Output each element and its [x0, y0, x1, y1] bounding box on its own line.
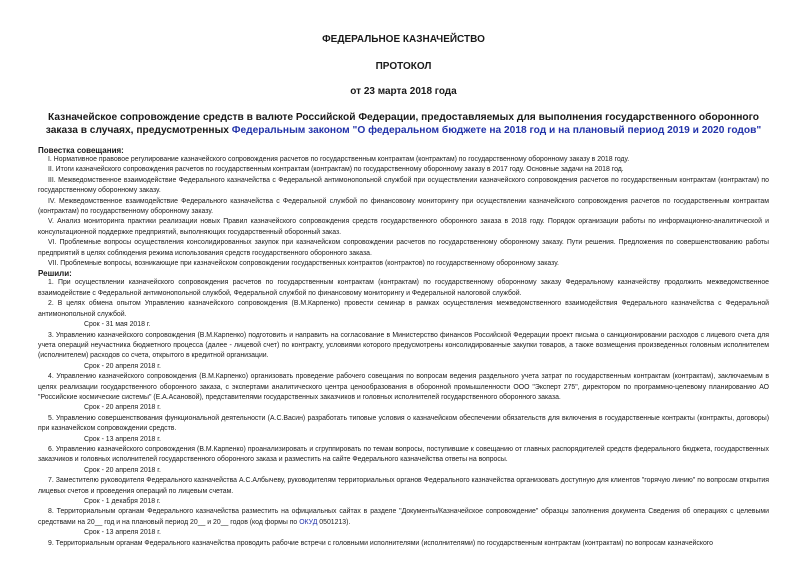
- agenda-item: IV. Межведомственное взаимодействие Федерального казначейства с Федеральной службой по финансовому мониторингу при осуществлении казначейского сопровождения расчетов по государственным контрактам (контрактам) по государственному оборонному заказу.: [38, 197, 769, 216]
- agenda-item: II. Итоги казначейского сопровождения расчетов по государственным контрактам (контрактам) по государственному оборонному заказу в 2017 году. Основные задачи на 2018 год.: [48, 166, 624, 174]
- decision-item: 3. Управлению казначейского сопровождения (В.М.Карпенко) подготовить и направить на согласование в Министерство финансов Российской Федерации проект письма о санкционировании расходов с лицевого счета для учета операций неучастника бюджетного процесса (далее - лицевой счет) по контракту, условиями которого предусмотрены консолидированные закупки товаров, а также возмещения произведенных головным исполнителем (исполнителем) расходов со счета, открытого в кредитной организации.: [38, 331, 769, 360]
- decision-text-tail: 0501213).: [317, 518, 351, 526]
- decision-item: 7. Заместителю руководителя Федерального казначейства А.С.Албычеву, руководителям территориальных органов Федерального казначейства организовать доступную для клиентов "горячую линию" по вопросам открытия лицевых счетов и проведения операций по лицевым счетам.: [38, 477, 769, 495]
- decision-item: 4. Управлению казначейского сопровождения (В.М.Карпенко) организовать проведение рабочего совещания по вопросам ведения раздельного учета затрат по государственным контрактам (контрактам), заключаемым в целях реализации государственного оборонного заказа, с экспертами аналитического центра ценообразования в оборонной промышленности ООО "Эксперт 275", директором по программно-целевому планированию АО "Российские космические системы" (Е.А.Асановой), представителями государственных заказчиков и головных исполнителей государственного оборонного заказа.: [38, 373, 769, 401]
- decision-deadline: Срок - 13 апреля 2018 г.: [84, 529, 161, 537]
- decision-item: 2. В целях обмена опытом Управлению казначейского сопровождения (В.М.Карпенко) провести семинар в рамках осуществления межведомственного взаимодействия Федерального казначейства с Федеральной антимонопольной службой.: [38, 300, 769, 318]
- agenda-item: VI. Проблемные вопросы осуществления консолидированных закупок при казначейском сопровождении расчетов по государственному оборонному заказу. Пути решения. Предложения по совершенствованию работы предприятий в целях соблюдения режима использования средств государственного оборонного заказа.: [38, 239, 769, 257]
- decision-item: 1. При осуществлении казначейского сопровождения расчетов по государственным контрактам (контрактам) по государственному оборонному заказу Федеральному казначейству продолжить межведомственное взаимодействие с Федеральной антимонопольной службой, Федеральной службой по финансовому мониторингу и Федеральной налоговой службой.: [38, 279, 769, 297]
- decision-deadline: Срок - 20 апреля 2018 г.: [84, 404, 161, 412]
- decision-item: [38, 507, 769, 528]
- decisions-heading: Решили:: [38, 269, 72, 279]
- okud-link[interactable]: ОКУД: [299, 518, 318, 526]
- decision-item: 5. Управлению совершенствования функциональной деятельности (А.С.Васин) разработать типовые условия о казначейском обеспечении обязательств для включения в государственные контракты (контракты, договоры) при казначейском сопровождении средств.: [38, 414, 769, 433]
- decision-item: 9. Территориальным органам Федерального казначейства проводить рабочие встречи с головными исполнителями (исполнителями) по государственным контрактам (контрактам) по вопросам казначейского: [48, 539, 713, 547]
- agenda-list: [38, 155, 769, 269]
- decisions-list: [38, 278, 769, 549]
- decision-deadline: Срок - 20 апреля 2018 г.: [84, 362, 161, 370]
- document-date: от 23 марта 2018 года: [350, 86, 457, 97]
- document-title: [38, 111, 769, 137]
- decision-deadline: Срок - 13 апреля 2018 г.: [84, 435, 161, 443]
- decision-item: 6. Управлению казначейского сопровождения (В.М.Карпенко) проанализировать и сгруппировать по темам вопросы, поступившие к совещанию от главных распорядителей средств федерального бюджета, государственных заказчиков и головных исполнителей государственного оборонного заказа и разместить на сайте Федерального казначейства ответы на вопросы.: [38, 445, 769, 464]
- agenda-item: I. Нормативное правовое регулирование казначейского сопровождения расчетов по государственным контрактам (контрактам) по государственному оборонному заказу в 2018 году.: [48, 156, 630, 163]
- agenda-item: VII. Проблемные вопросы, возникающие при казначейском сопровождении государственных контрактов (контрактов) по государственному оборонному заказу.: [48, 260, 559, 268]
- decision-deadline: Срок - 1 декабря 2018 г.: [84, 498, 161, 505]
- decision-deadline: Срок - 20 апреля 2018 г.: [84, 466, 161, 474]
- document-type: ПРОТОКОЛ: [375, 61, 432, 72]
- decision-text: 8. Территориальным органам Федерального казначейства разместить на официальных сайтах в разделе "Документы/Казначейское сопровождение" образцы заполнения документа Сведения об операциях с целевыми средствами на 20__ год и на плановый период 20__ и 20__ годов (код формы по: [38, 508, 769, 526]
- agenda-heading: Повестка совещания:: [38, 146, 124, 155]
- agenda-item: V. Анализ мониторинга практики реализации новых Правил казначейского сопровождения средств государственного оборонного заказа в 2018 году. Порядок организации работы по информационно-аналитической и консультационной поддержке предприятий, выполняющих государственный оборонный заказ.: [38, 218, 769, 236]
- organization-name: ФЕДЕРАЛЬНОЕ КАЗНАЧЕЙСТВО: [322, 34, 485, 45]
- federal-law-link[interactable]: Федеральным законом "О федеральном бюджете на 2018 год и на плановый период 2019 и 2020 годов": [231, 125, 762, 136]
- title-text: Казначейское сопровождение средств в валюте Российской Федерации, предоставляемых для выполнения государственного оборонного заказа в случаях, предусмотренных: [45, 112, 759, 136]
- agenda-item: III. Межведомственное взаимодействие Федерального казначейства с Федеральной антимонопольной службой при осуществлении казначейского сопровождения расчетов по государственным контрактам (контрактам) по государственному оборонному заказу.: [38, 176, 769, 195]
- decision-deadline: Срок - 31 мая 2018 г.: [84, 321, 151, 329]
